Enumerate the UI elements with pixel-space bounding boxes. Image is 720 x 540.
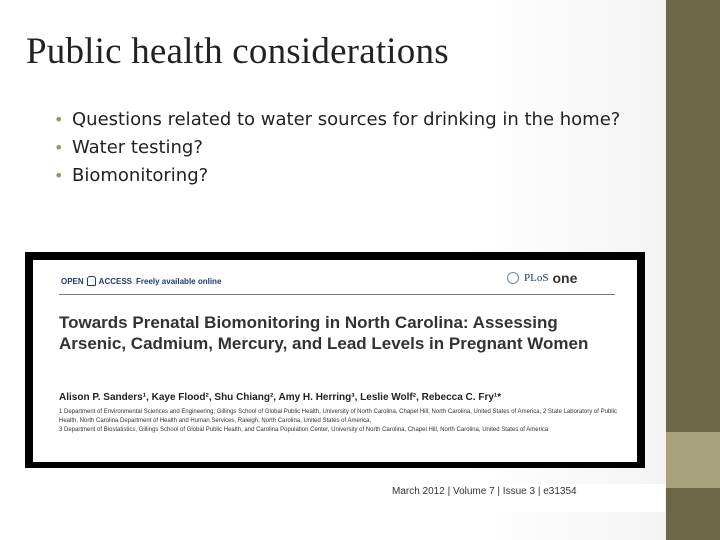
bullet-icon: • xyxy=(54,166,64,185)
paper-screenshot xyxy=(25,252,645,468)
bullet-item xyxy=(50,107,640,132)
header-divider xyxy=(59,294,615,295)
journal-citation: March 2012 | Volume 7 | Issue 3 | e31354 xyxy=(392,486,577,497)
journal-logo-suffix: one xyxy=(552,270,578,286)
open-access-label: ACCESS xyxy=(98,276,133,286)
globe-icon xyxy=(507,272,519,284)
journal-logo-prefix: PLoS xyxy=(524,272,549,284)
bullet-text: Questions related to water sources for drinking in the home? xyxy=(72,109,621,130)
paper-page xyxy=(33,260,637,462)
bullet-text: Biomonitoring? xyxy=(72,165,209,186)
open-lock-icon xyxy=(87,276,96,286)
slide-title: Public health considerations xyxy=(26,31,449,72)
bullet-icon: • xyxy=(54,110,64,129)
affiliation-line: 3 Department of Biostatistics, Gillings School of Global Public Health, and Carolina Population Center, University of North Carolina, Chapel Hill, North Carolina, United States of America xyxy=(59,427,549,433)
paper-title: Towards Prenatal Biomonitoring in North Carolina: Assessing Arsenic, Cadmium, Mercury, and Lead Levels in Pregnant Women xyxy=(59,313,589,353)
sidebar-accent-bottom xyxy=(666,488,720,540)
bullet-list xyxy=(50,107,640,191)
open-access-prefix: OPEN xyxy=(61,276,84,286)
open-access-banner xyxy=(61,276,221,286)
free-online-label: Freely available online xyxy=(136,276,222,286)
affiliation-line: 1 Department of Environmental Sciences and Engineering, Gillings School of Global Public Health, University of North Carolina, Chapel Hill, North Carolina, United States of America, 2 State Laboratory of Public Health, North Carolina Department of Health and Human Services, Raleigh, North Carolina, United States of America, xyxy=(59,409,617,424)
journal-logo xyxy=(507,270,577,286)
paper-authors: Alison P. Sanders¹, Kaye Flood², Shu Chiang², Amy H. Herring³, Leslie Wolf², Rebecca C. Fry¹* xyxy=(59,392,502,403)
bullet-icon: • xyxy=(54,138,64,157)
bullet-item xyxy=(50,163,640,188)
paper-affiliations xyxy=(59,408,619,435)
bullet-item xyxy=(50,135,640,160)
sidebar-accent-light xyxy=(666,432,720,488)
sidebar-accent-dark xyxy=(666,0,720,432)
bullet-text: Water testing? xyxy=(72,137,203,158)
